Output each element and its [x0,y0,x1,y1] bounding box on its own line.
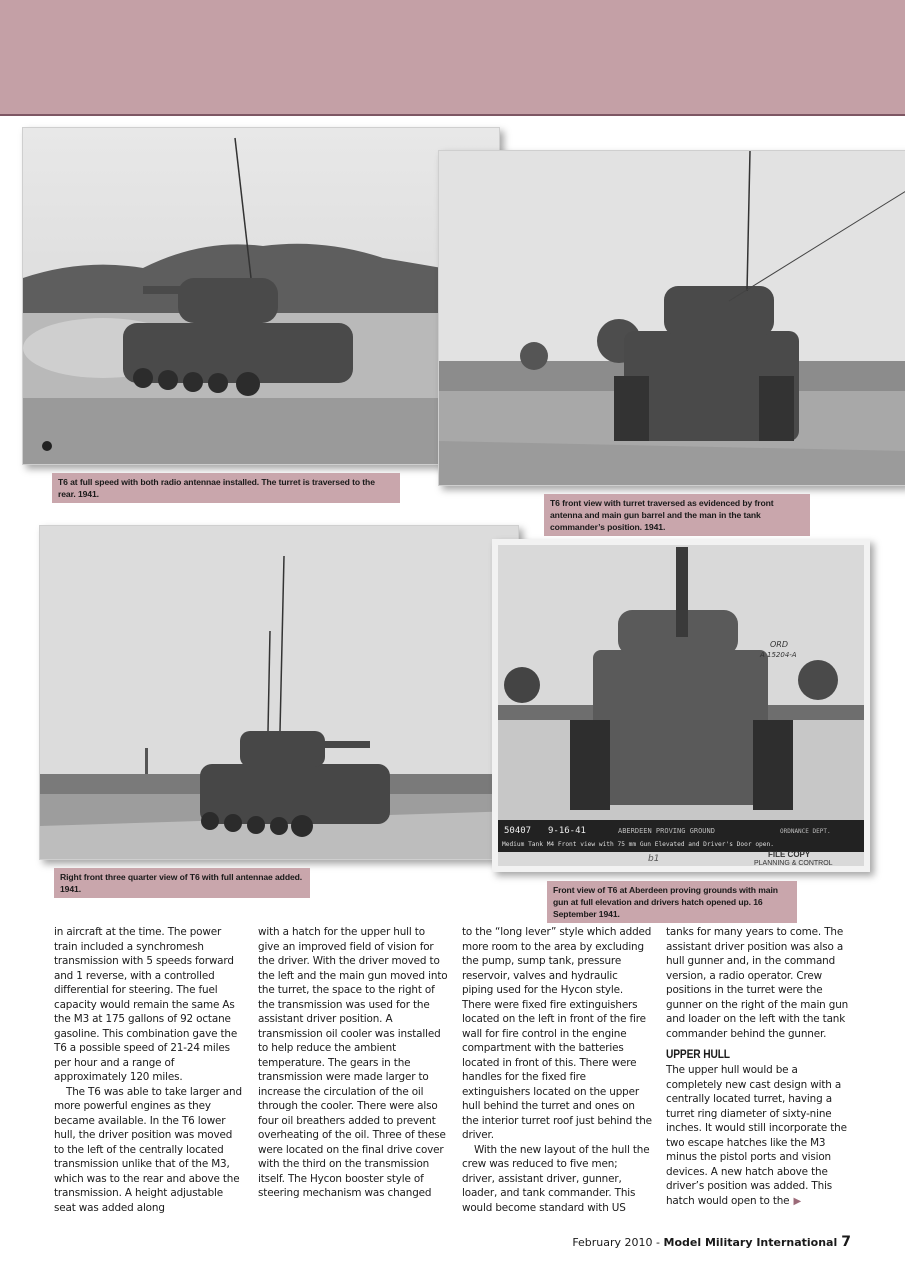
handwritten-note: b1 [648,854,660,864]
film-number: 50407 [504,826,532,836]
article-column-2 [258,925,448,1201]
article-column-1 [54,925,244,1215]
planning-control: PLANNING & CONTROL [754,860,833,866]
header-banner [0,0,905,116]
ord-number: A 15204-A [760,651,797,659]
photo-caption-2: T6 front view with turret traversed as evidenced by front antenna and main gun barrel and the man in the tank commander’s position. 1941. [544,494,810,536]
photo-tank-full-speed [22,127,500,465]
photo-caption-3: Right front three quarter view of T6 with full antennae added. 1941. [54,868,310,898]
page-footer [572,1234,851,1250]
article-column-4 [666,925,856,1209]
ord-note: ORD [770,640,789,649]
film-date: 9-16-41 [548,826,586,836]
ground-label: ABERDEEN PROVING GROUND [618,827,715,835]
photo-caption-1: T6 at full speed with both radio antennae installed. The turret is traversed to the rear. 1941. [52,473,400,503]
paragraph: in aircraft at the time. The power train included a synchromesh transmission with 5 speeds forward and 1 reverse, with a controlled differential for steering. The fuel capacity would remain the same As the M3 at 175 gallons of 92 octane gasoline. This combination gave the T6 a possible speed of 21-24 miles per hour and a range of approximately 120 miles. [54,926,238,1083]
photo-caption-4: Front view of T6 at Aberdeen proving grounds with main gun at full elevation and drivers hatch opened up. 16 September 1941. [547,881,797,923]
magazine-name: Model Military International [663,1236,838,1249]
paragraph: The T6 was able to take larger and more powerful engines as they became available. In the T6 lower hull, the driver position was moved to the left of the centrally located transmission unlike that of the M3, which was to the rear and above the transmission. A height adjustable seat was added along [54,1085,242,1214]
paragraph: to the “long lever” style which added more room to the area by excluding the pump, sump tank, pressure reservoir, valves and hydraulic piping used for the Hycon style. There were fixed fire extinguishers located on the left in front of the fire wall for fire control in the engine compartment with the batteries located in front of this. There were handles for the fixed fire extinguishers located on the upper hull behind the turret and ones on the interior turret roof just behind the driver. [462,926,652,1141]
footer-separator: - [652,1236,664,1249]
photo-tank-front-view [438,150,905,486]
dept-label: ORDNANCE DEPT. [780,828,831,835]
page-number: 7 [841,1234,851,1250]
film-caption: Medium Tank M4 Front view with 75 mm Gun Elevated and Driver's Door open. [502,841,774,848]
continue-arrow-icon: ▶ [793,1195,801,1207]
issue-date: February 2010 [572,1236,653,1249]
paragraph-with-arrow [666,1063,856,1209]
section-heading-upper-hull: UPPER HULL [666,1047,730,1061]
paragraph: With the new layout of the hull the crew was reduced to five men; driver, assistant driver, gunner, loader, and tank commander. This would become standard with US [462,1143,650,1214]
file-copy: FILE COPY [768,850,811,859]
paragraph: with a hatch for the upper hull to give an improved field of vision for the driver. With the driver moved to the left and the main gun moved into the turret, the space to the right of the transmission was used for the assistant driver position. A transmission oil cooler was installed to help reduce the ambient temperature. The gears in the transmission were made larger to increase the circulation of the oil through the cooler. There were also four oil breathers added to prevent overheating of the oil. Three of these were located on the final drive cover with the third on the transmission itself. The Hycon booster style of steering mechanism was changed [258,926,448,1199]
article-column-3 [462,925,652,1215]
paragraph: tanks for many years to come. The assistant driver position was also a hull gunner and, in the command version, a radio operator. Crew positions in the turret were the gunner on the right of the main gun and loader on the left with the tank commander behind the gunner. [666,926,849,1040]
photo-tank-aberdeen [492,539,870,872]
paragraph: The upper hull would be a completely new cast design with a centrally located turret, having a turret ring diameter of sixty-nine inches. It would still incorporate the two escape hatches like the M3 minus the pistol ports and vision devices. A new hatch above the driver’s position was added. This hatch would open to the [666,1064,847,1207]
photo-tank-three-quarter [39,525,519,860]
